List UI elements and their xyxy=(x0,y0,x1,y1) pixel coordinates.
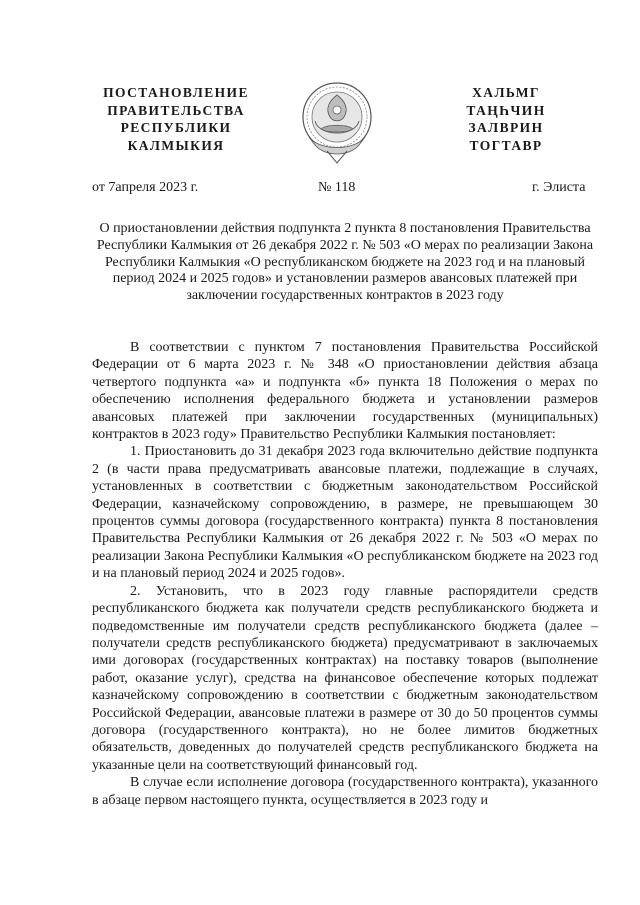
document-body xyxy=(92,339,598,809)
document-date: от 7апреля 2023 г. xyxy=(92,180,199,195)
header-left-line: РЕСПУБЛИКИ xyxy=(120,120,232,135)
header-right-kalmyk xyxy=(456,84,556,154)
document-city: г. Элиста xyxy=(532,180,586,195)
body-paragraph: В соответствии с пунктом 7 постановления Правительства Российской Федерации от 6 марта 2023 г. № 348 «О приостановлении действия абзаца четвертого подпункта «а» и подпункта «б» пункта 18 Положения о мерах по обеспечению исполнения федерального бюджета и установлении размеров авансовых платежей при заключении государственных (муниципальных) контрактов в 2023 году» Правительство Республики Калмыкия постановляет: xyxy=(92,340,598,443)
header-right-line: ХАЛЬМГ xyxy=(472,85,540,100)
header-right-line: ТАҢҺЧИН xyxy=(466,102,546,118)
header-right-line: ТОГТАВР xyxy=(469,137,543,153)
body-paragraph: 2. Установить, что в 2023 году главные распорядители средств республиканского бюджета как получатели средств республиканского бюджета и подведомственные им получатели средств республиканского бюджета (далее – получатели средств республиканского бюджета) предусматривают в заключаемых ими договорах (государственных контрактах) на поставку товаров (выполнение работ, оказание услуг), средства на финансовое обеспечение которых подлежат казначейскому сопровождению в соответствии с бюджетным законодательством Российской Федерации, авансовые платежи в размере от 30 до 50 процентов суммы договора (государственного контракта), но не более лимитов бюджетных обязательств, доведенных до получателей средств республиканского бюджета на указанные цели на соответствующий финансовый год. xyxy=(92,583,598,773)
emblem-of-kalmykia-icon xyxy=(297,77,377,165)
header-right-line: ЗАЛВРИН xyxy=(468,120,544,135)
document-title: О приостановлении действия подпункта 2 пункта 8 постановления Правительства Республики Калмыкия от 26 декабря 2022 г. № 503 «О мерах по реализации Закона Республики Калмыкия «О республиканском бюджете на 2023 год и на плановый период 2024 и 2025 годов» и установлении размеров авансовых платежей при заключении государственных контрактов в 2023 году xyxy=(96,221,594,304)
document-number: № 118 xyxy=(318,180,356,195)
body-paragraph: В случае если исполнение договора (государственного контракта), указанного в абзаце первом настоящего пункта, осуществляется в 2023 году и xyxy=(92,775,598,808)
header-left-line: ПРАВИТЕЛЬСТВА xyxy=(107,102,245,118)
header-left-russian xyxy=(96,84,256,154)
header-left-line: КАЛМЫКИЯ xyxy=(127,137,225,153)
header-left-line: ПОСТАНОВЛЕНИЕ xyxy=(103,85,249,100)
body-paragraph: 1. Приостановить до 31 декабря 2023 года включительно действие подпункта 2 (в части права предусматривать авансовые платежи, подлежащие в случаях, установленных в соответствии с бюджетным законодательством Российской Федерации, казначейскому сопровождению, в размере, не превышающем 30 процентов суммы договора (государственного контракта) пункта 8 постановления Правительства Республики Калмыкия от 26 декабря 2022 г. № 503 «О мерах по реализации Закона Республики Калмыкия «О республиканском бюджете на 2023 год и на плановый период 2024 и 2025 годов». xyxy=(92,444,598,582)
